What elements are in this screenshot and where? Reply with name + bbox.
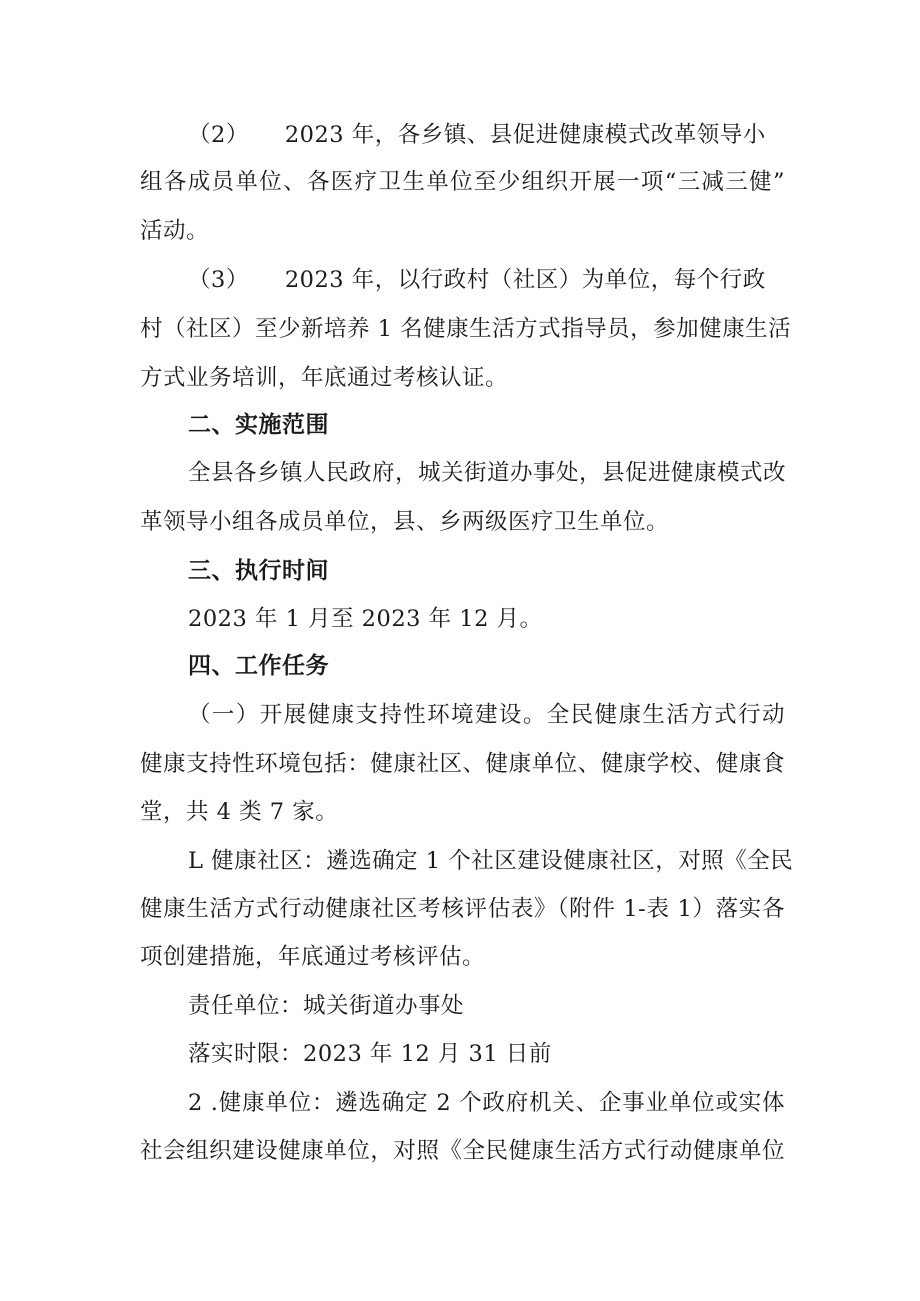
paragraph-text: 2023 年，各乡镇、县促进健康模式改革领导小 xyxy=(284,122,766,148)
scope-line-2: 革领导小组各成员单位，县、乡两级医疗卫生单位。 xyxy=(140,509,670,535)
section-heading-scope: 二、实施范围 xyxy=(188,412,329,438)
paragraph-text: 2023 年，以行政村（社区）为单位，每个行政 xyxy=(284,267,766,293)
item-number: （3） xyxy=(188,267,249,293)
task-1-line-3: 堂，共 4 类 7 家。 xyxy=(140,799,339,825)
section-heading-time: 三、执行时间 xyxy=(188,558,329,584)
item-number: （2） xyxy=(188,122,249,148)
item-2-line-2: 社会组织建设健康单位，对照《全民健康生活方式行动健康单位 xyxy=(140,1138,785,1164)
item-1-line-3: 项创建措施，年底通过考核评估。 xyxy=(140,944,486,970)
paragraph-2-line-2: 组各成员单位、各医疗卫生单位至少组织开展一项“三减三健” xyxy=(140,169,785,195)
responsible-unit: 责任单位：城关街道办事处 xyxy=(188,993,465,1019)
paragraph-2-line-3: 活动。 xyxy=(140,218,210,244)
section-heading-tasks: 四、工作任务 xyxy=(188,653,329,679)
item-2-line-1: 2 .健康单位：遴选确定 2 个政府机关、企事业单位或实体 xyxy=(188,1090,785,1116)
item-1-line-1: L 健康社区：遴选确定 1 个社区建设健康社区，对照《全民 xyxy=(188,848,794,874)
paragraph-3-line-1 xyxy=(188,265,766,295)
paragraph-3-line-3: 方式业务培训，年底通过考核认证。 xyxy=(140,365,509,391)
task-1-line-2: 健康支持性环境包括：健康社区、健康单位、健康学校、健康食 xyxy=(140,751,785,777)
paragraph-2-line-1 xyxy=(188,120,766,150)
scope-line-1: 全县各乡镇人民政府，城关街道办事处，县促进健康模式改 xyxy=(188,460,787,486)
paragraph-3-line-2: 村（社区）至少新培养 1 名健康生活方式指导员，参加健康生活 xyxy=(140,316,792,342)
deadline: 落实时限：2023 年 12 月 31 日前 xyxy=(188,1041,552,1067)
time-text: 2023 年 1 月至 2023 年 12 月。 xyxy=(188,606,543,632)
task-1-line-1: （一）开展健康支持性环境建设。全民健康生活方式行动 xyxy=(188,702,785,728)
item-1-line-2: 健康生活方式行动健康社区考核评估表》（附件 1-表 1）落实各 xyxy=(140,896,785,922)
